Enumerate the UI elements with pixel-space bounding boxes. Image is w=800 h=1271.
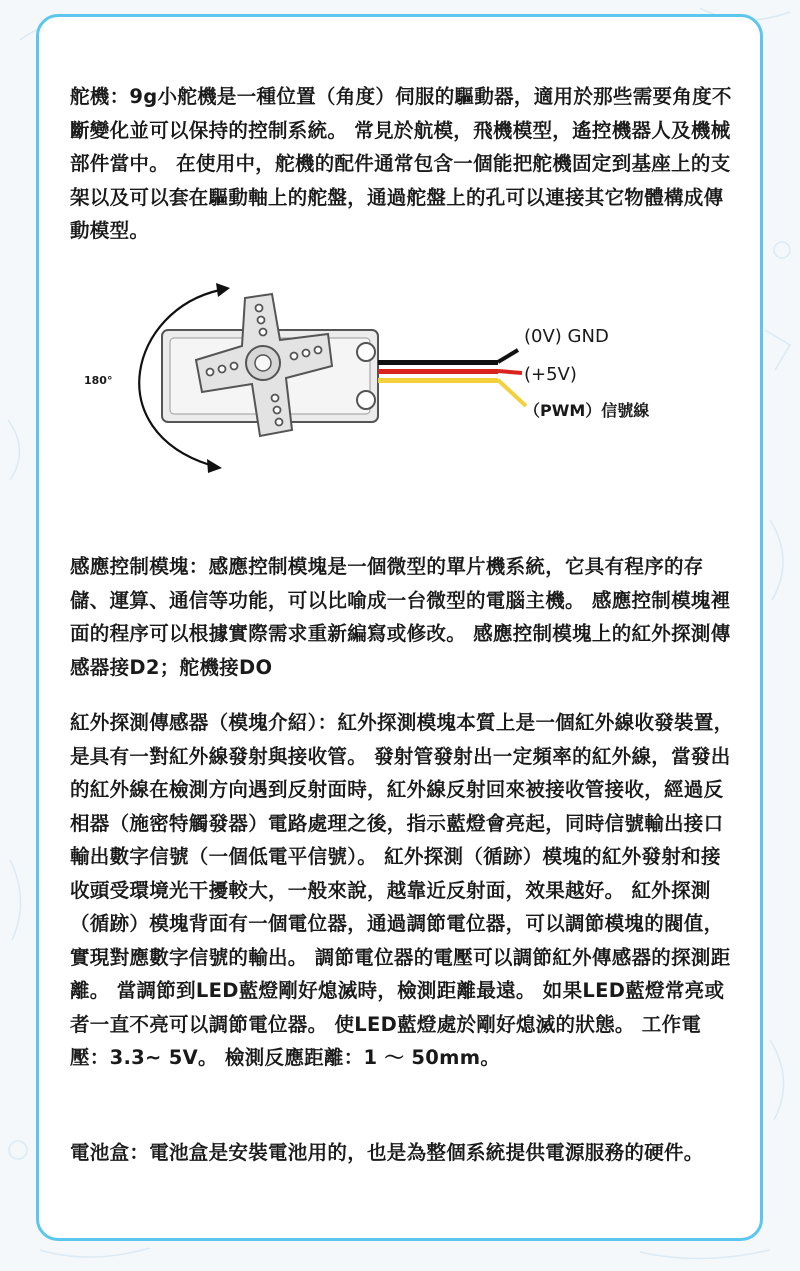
signal-label: （PWM）信號線 [524,401,650,420]
battery-box-description: 電池盒：電池盒是安裝電池用的，也是為整個系統提供電源服務的硬件。 [70,1141,704,1164]
wire-gnd-segment [378,360,498,365]
control-module-description: 感應控制模塊：感應控制模塊是一個微型的單片機系統，它具有程序的存儲、運算、通信等功能，可以比喻成一台微型的電腦主機。 感應控制模塊裡面的程序可以根據實際需求重新編寫或修改。 感應控制模塊上的紅外探測傳感器接D2；舵機接DO [70,555,731,679]
gnd-label: (0V) GND [524,326,609,347]
wire-vcc [498,371,522,373]
arc-arrow-top [216,283,230,297]
wire-vcc-segment [378,369,498,374]
wire-signal-segment [378,378,498,383]
servo-wires [378,350,526,406]
servo-wiring-diagram [70,280,710,490]
angle-label: 180° [84,374,113,387]
wire-gnd [498,350,518,362]
arc-arrow-bottom [207,459,222,473]
vcc-label: (+5V) [524,364,577,385]
ir-sensor-description: 紅外探測傳感器（模塊介紹）：紅外探測模塊本質上是一個紅外線收發裝置，是具有一對紅外線發射與接收管。 發射管發射出一定頻率的紅外線，當發出的紅外線在檢測方向遇到反射面時，紅外線反射回來被接收管接收，經過反相器（施密特觸發器）電路處理之後，指示藍燈會亮起，同時信號輸出接口輸出數字信號（一個低電平信號）。 紅外探測（循跡）模塊的紅外發射和接收頭受環境光干擾較大，一般來說，越靠近反射面，效果越好。 紅外探測（循跡）模塊背面有一個電位器，通過調節電位器，可以調節模塊的閥值，實現對應數字信號的輸出。 調節電位器的電壓可以調節紅外傳感器的探測距離。 當調節到LED藍燈剛好熄滅時，檢測距離最遠。 如果LED藍燈常亮或者一直不亮可以調節電位器。 使LED藍燈處於剛好熄滅的狀態。 工作電壓：3.3~ 5V。 檢測反應距離：1 ～ 50mm。 [70,711,734,1069]
servo-description: 舵機：9g小舵機是一種位置（角度）伺服的驅動器，適用於那些需要角度不斷變化並可以保持的控制系統。 常見於航模，飛機模型，遙控機器人及機械部件當中。 在使用中，舵機的配件通常包含一個能把舵機固定到基座上的支架以及可以套在驅動軸上的舵盤，通過舵盤上的孔可以連接其它物體構成傳動模型。 [70,85,732,242]
wire-signal [498,380,526,406]
